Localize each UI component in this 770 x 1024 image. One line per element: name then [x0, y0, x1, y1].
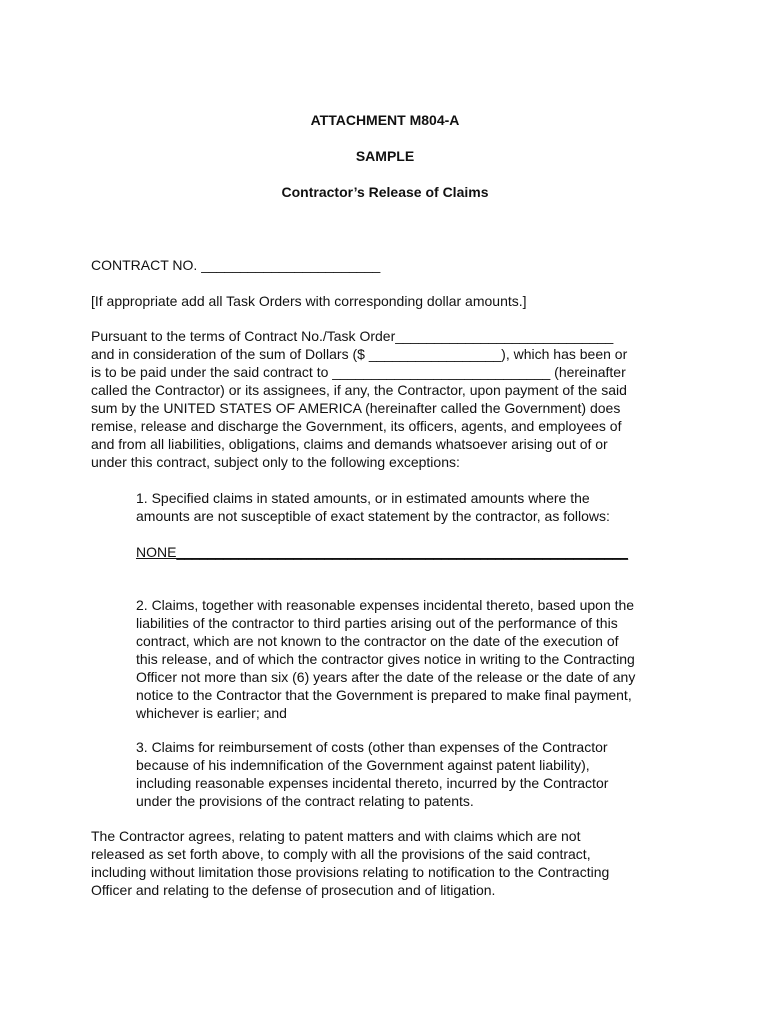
pursuant-paragraph: Pursuant to the terms of Contract No./Task Order____________________________ and in consideration of the sum of Dollars ($ _________________), which has been or is to be paid under the said contract to ____________________________ (hereinafter called the Contractor) or its assignees, if any, the Contractor, upon payment of the said sum by the UNITED STATES OF AMERICA (hereinafter called the Government) does remise, release and discharge the Government, its officers, agents, and employees of and from all liabilities, obligations, claims and demands whatsoever arising out of or under this contract, subject only to the following exceptions:	[91, 328, 628, 470]
exception-item-3: 3. Claims for reimbursement of costs (other than expenses of the Contractor because of his indemnification of the Government against patent liability), including reasonable expenses incidental thereto, incurred by the Contractor under the provisions of the contract relating to patents.	[136, 739, 609, 809]
attachment-heading: ATTACHMENT M804-A	[310, 112, 460, 128]
document-title: Contractor’s Release of Claims	[281, 184, 489, 200]
none-line: NONE__________________________________________________________	[136, 544, 629, 560]
closing-paragraph: The Contractor agrees, relating to patent matters and with claims which are not released as set forth above, to comply with all the provisions of the said contract, including without limitation those provisions relating to notification to the Contracting Officer and relating to the defense of prosecution and of litigation.	[91, 828, 610, 898]
task-orders-note: [If appropriate add all Task Orders with corresponding dollar amounts.]	[91, 293, 527, 309]
exception-item-1: 1. Specified claims in stated amounts, or in estimated amounts where the amounts are not susceptible of exact statement by the contractor, as follows:	[136, 490, 610, 524]
sample-heading: SAMPLE	[355, 148, 415, 164]
exception-item-2: 2. Claims, together with reasonable expenses incidental thereto, based upon the liabilities of the contractor to third parties arising out of the performance of this contract, which are not known to the contractor on the date of the execution of this release, and of which the contractor gives notice in writing to the Contracting Officer not more than six (6) years after the date of the release or the date of any notice to the Contractor that the Government is prepared to make final payment, whichever is earlier; and	[136, 597, 636, 721]
contract-number-line: CONTRACT NO. _______________________	[91, 257, 381, 273]
